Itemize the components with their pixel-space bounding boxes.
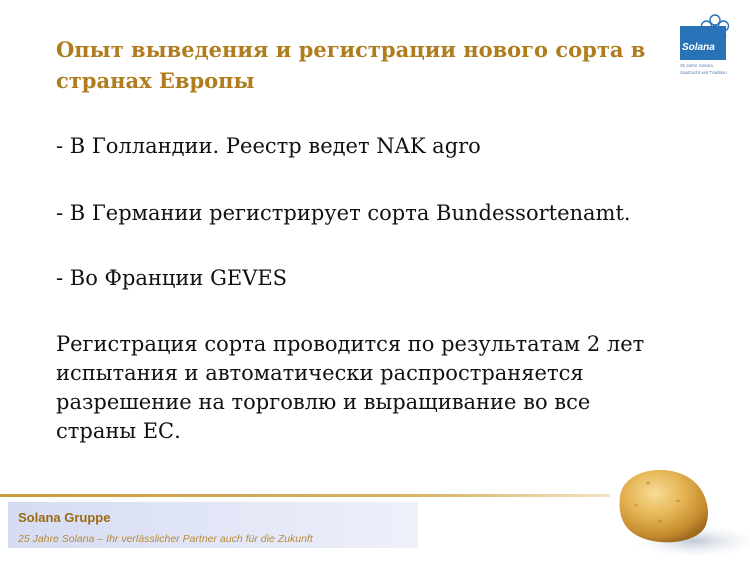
footer-slogan: 25 Jahre Solana – Ihr verlässlicher Partner auch für die Zukunft (18, 533, 313, 545)
logo-wordmark: Solana (682, 42, 715, 53)
paragraph-registration: Регистрация сорта проводится по результатам 2 лет испытания и автоматически распространяется разрешение на торговлю и выращивание во все страны ЕС. (56, 332, 645, 443)
slide-title: Опыт выведения и регистрации нового сорта в странах Европы (56, 37, 646, 93)
footer-divider (0, 494, 610, 497)
solana-logo (680, 14, 730, 78)
footer-company: Solana Gruppe (18, 510, 111, 525)
paragraph-netherlands: - В Голландии. Реестр ведет NAK agro (56, 134, 481, 158)
logo-tagline-1: 25 Jahre Solana (680, 63, 713, 68)
logo-tagline-2: Saatzucht seit Tradition (680, 70, 727, 75)
footer-band (8, 502, 418, 548)
paragraph-germany: - В Германии регистрирует сорта Bundessortenamt. (56, 201, 631, 225)
paragraph-france: - Во Франции GEVES (56, 266, 288, 290)
potato-image (600, 455, 750, 562)
logo-badge (680, 26, 726, 60)
